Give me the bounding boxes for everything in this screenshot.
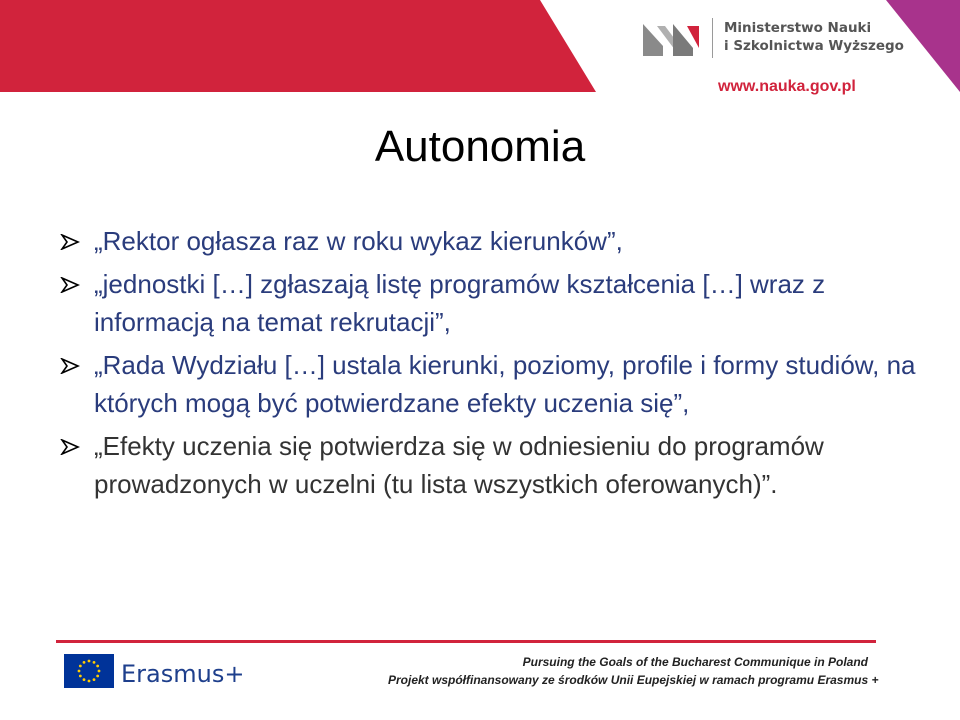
bullet-item-2 [60, 265, 940, 341]
eu-star [83, 661, 86, 664]
eu-star [93, 678, 96, 681]
footer-line-1: Pursuing the Goals of the Bucharest Communique in Poland [522, 655, 868, 669]
eu-star [93, 661, 96, 664]
eu-star [96, 665, 99, 668]
bullet-item-3 [60, 346, 940, 422]
ministry-website-link[interactable]: www.nauka.gov.pl [718, 78, 856, 95]
footer-line-2: Projekt współfinansowany ze środków Unii Eupejskiej w ramach programu Erasmus + [388, 673, 879, 687]
ministry-name-line1: Ministerstwo Nauki [724, 20, 872, 36]
eu-star [79, 675, 82, 678]
ministry-divider [712, 18, 713, 58]
eu-star [96, 675, 99, 678]
bullet-text-4: „Efekty uczenia się potwierdza się w odniesieniu do programów prowadzonych w uczelni (tu lista wszystkich oferowanych)”. [94, 431, 824, 499]
ministry-logo-icon [643, 18, 703, 58]
ministry-name-line2: i Szkolnictwa Wyższego [724, 38, 904, 54]
footer-divider [56, 640, 876, 643]
eu-star [88, 660, 91, 663]
arrowhead-icon [60, 358, 80, 374]
slide-title: Autonomia [374, 122, 586, 171]
bullet-text-3: „Rada Wydziału […] ustala kierunki, poziomy, profile i formy studiów, na których mogą być potwierdzane efekty uczenia się”, [94, 350, 916, 418]
bullet-item-1 [60, 222, 940, 260]
bullet-text-2: „jednostki […] zgłaszają listę programów kształcenia […] wraz z informacją na temat rekrutacji”, [94, 269, 826, 337]
eu-star [83, 678, 86, 681]
eu-star [79, 665, 82, 668]
eu-flag-icon [64, 654, 114, 688]
red-header-banner [0, 0, 596, 92]
erasmus-plus-logo: Erasmus+ [121, 660, 245, 688]
arrowhead-icon [60, 277, 80, 293]
bullet-list [60, 222, 940, 508]
bullet-item-4 [60, 427, 940, 503]
eu-star [78, 670, 81, 673]
eu-star [88, 680, 91, 683]
arrowhead-icon [60, 234, 80, 250]
ministry-name [724, 19, 904, 55]
footer-text [388, 653, 879, 689]
bullet-text-1: „Rektor ogłasza raz w roku wykaz kierunków”, [94, 226, 623, 256]
eu-star [98, 670, 101, 673]
arrowhead-icon [60, 439, 80, 455]
